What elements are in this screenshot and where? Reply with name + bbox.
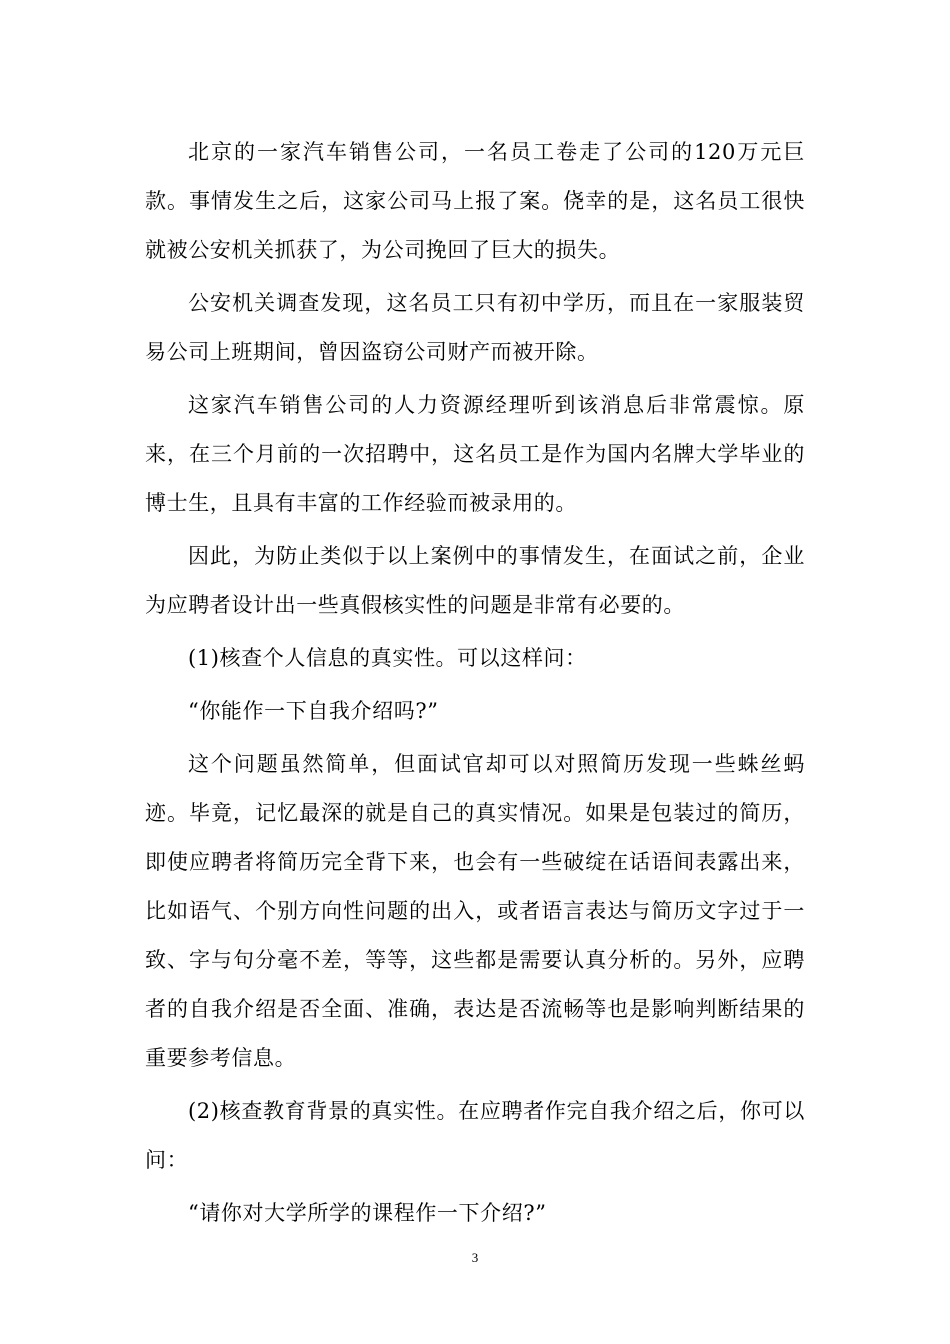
paragraph-hr-reaction: 这家汽车销售公司的人力资源经理听到该消息后非常震惊。原来，在三个月前的一次招聘中，这名员工是作为国内名牌大学毕业的博士生，且具有丰富的工作经验而被录用的。 (145, 393, 805, 515)
paragraph-question-self-intro: “你能作一下自我介绍吗?” (188, 699, 439, 723)
paragraph-check-personal-info: (1)核查个人信息的真实性。可以这样问： (188, 646, 587, 670)
page-number: 3 (471, 1250, 479, 1265)
paragraph-conclusion: 因此，为防止类似于以上案例中的事情发生，在面试之前，企业为应聘者设计出一些真假核实性的问题是非常有必要的。 (145, 544, 805, 617)
paragraph-check-education: (2)核查教育背景的真实性。在应聘者作完自我介绍之后，你可以问： (145, 1099, 805, 1172)
paragraph-question-courses: “请你对大学所学的课程作一下介绍?” (188, 1201, 547, 1225)
paragraph-case-intro: 北京的一家汽车销售公司，一名员工卷走了公司的120万元巨款。事情发生之后，这家公司马上报了案。侥幸的是，这名员工很快就被公安机关抓获了，为公司挽回了巨大的损失。 (145, 140, 805, 262)
paragraph-investigation: 公安机关调查发现，这名员工只有初中学历，而且在一家服装贸易公司上班期间，曾因盗窃公司财产而被开除。 (145, 291, 805, 364)
paragraph-self-intro-analysis: 这个问题虽然简单，但面试官却可以对照简历发现一些蛛丝蚂迹。毕竟，记忆最深的就是自己的真实情况。如果是包装过的简历，即使应聘者将简历完全背下来，也会有一些破绽在话语间表露出来，比如语气、个别方向性问题的出入，或者语言表达与简历文字过于一致、字与句分毫不差，等等，这些都是需要认真分析的。另外，应聘者的自我介绍是否全面、准确，表达是否流畅等也是影响判断结果的重要参考信息。 (145, 752, 805, 1070)
document-body (145, 128, 805, 1238)
